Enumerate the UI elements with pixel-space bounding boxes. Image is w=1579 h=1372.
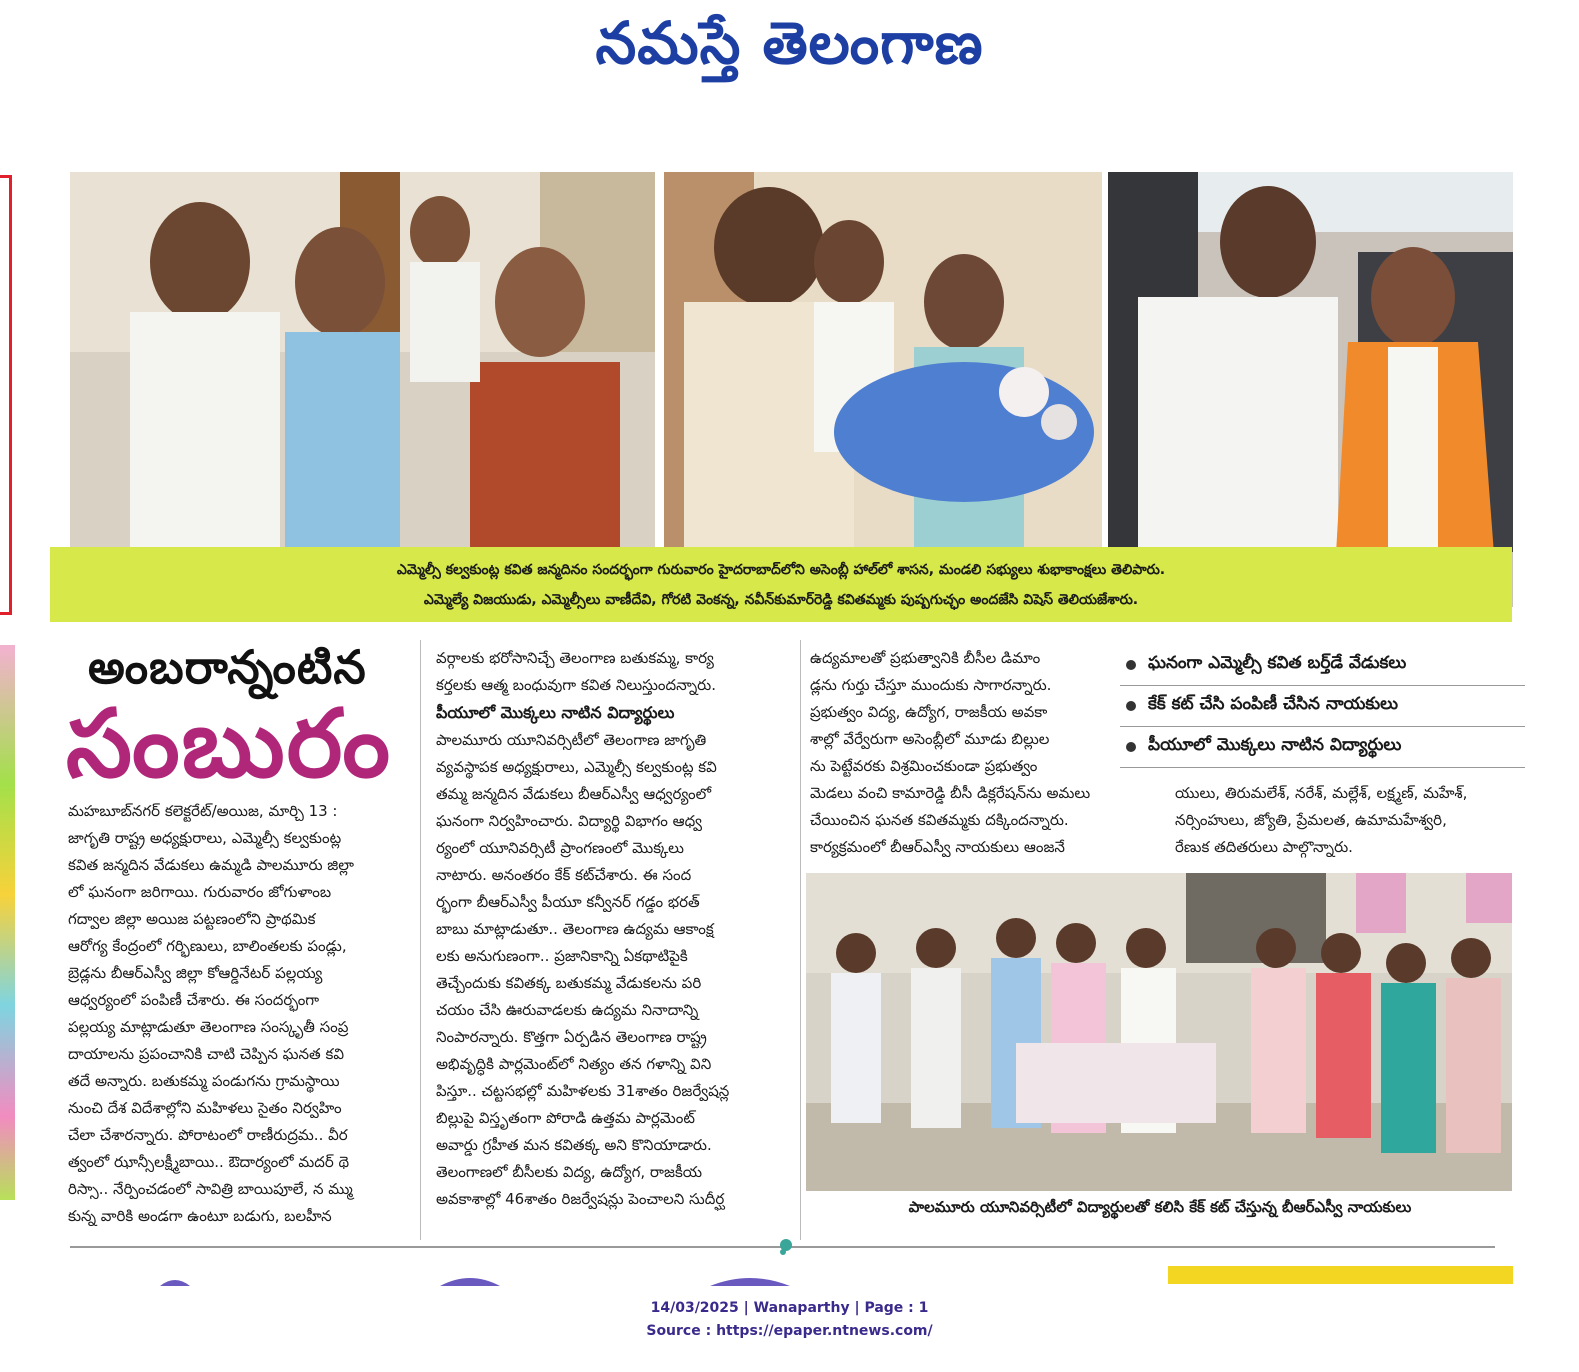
article-line: చయం చేసి ఊరువాడలకు ఉద్యమ నినాదాన్ని — [436, 1001, 699, 1019]
article-line: చేలా చేశారన్నారు. పోరాటంలో రాణీరుద్రమ.. వీర — [68, 1126, 348, 1144]
footer-source-line: Source : https://epaper.ntnews.com/ — [646, 1323, 933, 1339]
article-line: దాయాలను ప్రపంచానికి చాటి చెప్పిన ఘనత కవి — [68, 1045, 344, 1063]
article-line: గద్వాల జిల్లా అయిజ పట్టణంలోని ప్రాథమిక — [68, 910, 316, 928]
article-line: డ్లను గుర్తు చేస్తూ ముందుకు సాగారన్నారు. — [810, 676, 1052, 694]
highlight-bullets — [1120, 645, 1525, 768]
photo-bouquet-greeting — [664, 172, 1102, 547]
highlight-bullet — [1120, 686, 1525, 727]
article-line: ను పెట్టేవరకు విశ్రమించకుండా ప్రభుత్వం — [810, 757, 1038, 775]
article-line: తమ్మ జన్మదిన వేడుకలు బీఆర్‌ఎస్వీ ఆధ్వర్యంలో — [436, 785, 712, 803]
column-divider — [420, 640, 421, 1240]
article-column-4 — [1175, 780, 1515, 861]
article-line: ర్భంగా బీఆర్‌ఎస్వీ పీయూ కన్వీనర్ గడ్డం భరత్ — [436, 893, 700, 911]
article-line: ర్యంలో యూనివర్సిటీ ప్రాంగణంలో మొక్కలు — [436, 839, 684, 857]
column-divider — [800, 640, 801, 1240]
masthead-title: నమస్తే తెలంగాణ — [595, 9, 984, 77]
article-line: రిస్సా.. నేర్పించడంలో సావిత్రి బాయిపూలే, న మ్ము — [68, 1180, 353, 1198]
article-line: త్వంలో ఝాన్సీలక్ష్మీబాయి.. ఔదార్యంలో మదర్ థె — [68, 1153, 350, 1171]
article-line: నుంచి దేశ విదేశాల్లోని మహిళలు సైతం నిర్వహిం — [68, 1099, 342, 1117]
bullet-dot-icon — [1126, 742, 1136, 752]
caption-line-1: ఎమ్మెల్సీ కల్వకుంట్ల కవిత జన్మదినం సందర్భంగా గురువారం హైదరాబాద్‌లోని అసెంబ్లీ హాల్‌లో శాసన, మండలి సభ్యులు శుభాకాంక్షలు తెలిపారు. — [396, 562, 1166, 578]
article-line: ఆరోగ్య కేంద్రంలో గర్భిణులు, బాలింతలకు పండ్లు, — [68, 937, 347, 955]
article-line: పిస్తూ.. చట్టసభల్లో మహిళలకు 31శాతం రిజర్వేషన్ల — [436, 1082, 730, 1100]
headline-line-1: అంబరాన్నంటిన — [88, 640, 367, 694]
article-line: అవార్డు గ్రహీత మన కవితక్క అని కొనియాడారు. — [436, 1136, 712, 1154]
article-line: ఘనంగా నిర్వహించారు. విద్యార్థి విభాగం ఆధ్వ — [436, 812, 702, 830]
bullet-dot-icon — [1126, 701, 1136, 711]
article-line: మహబూబ్‌నగర్ కలెక్టరేట్/అయిజ, మార్చి 13 : — [68, 802, 338, 820]
article-line: తెచ్చేందుకు కవితక్క బతుకమ్మ వేడుకలను పరి — [436, 974, 702, 992]
photo-group-greeting — [70, 172, 655, 547]
photo-shawl-greeting — [1108, 172, 1513, 607]
article-line: పాలమూరు యూనివర్సిటీలో తెలంగాణ జాగృతి — [436, 731, 707, 749]
decorative-strip — [140, 1270, 820, 1286]
article-line: శాల్లో వేర్వేరుగా అసెంబ్లీలో మూడు బిల్లుల — [810, 730, 1050, 748]
article-line: అభివృద్ధికి పార్లమెంట్‌లో నిత్యం తన గళాన్ని విని — [436, 1055, 712, 1073]
article-line: వర్గాలకు భరోసానిచ్చే తెలంగాణ బతుకమ్మ, కార్య — [436, 649, 714, 667]
article-line: బిల్లుపై విస్తృతంగా పోరాడి ఉత్తమ పార్లమెంట్ — [436, 1109, 695, 1127]
bullet-dot-icon — [1126, 660, 1136, 670]
article-line: రేణుక తదితరులు పాల్గొన్నారు. — [1175, 838, 1353, 856]
headline-line-2: సంబురం — [66, 690, 393, 799]
highlight-bullet — [1120, 645, 1525, 686]
article-line: ఆధ్వర్యంలో పంపిణీ చేశారు. ఈ సందర్భంగా — [68, 991, 320, 1009]
article-line: జాగృతి రాష్ట్ర అధ్యక్షురాలు, ఎమ్మెల్సీ కల్వకుంట్ల — [68, 829, 342, 847]
article-line: తెలంగాణలో బీసీలకు విద్య, ఉద్యోగ, రాజకీయ — [436, 1163, 703, 1181]
photo-cake-cutting — [806, 873, 1512, 1191]
article-line: కార్యక్రమంలో బీఆర్‌ఎస్వీ నాయకులు ఆంజనే — [810, 838, 1065, 856]
article-line: లకు అనుగుణంగా.. ప్రజానికాన్ని ఏకథాటిపైకి — [436, 947, 688, 965]
left-border-fragment — [0, 175, 12, 615]
article-column-1 — [68, 798, 408, 1230]
photo-caption-band — [50, 547, 1512, 622]
yellow-accent-bar — [1168, 1266, 1513, 1284]
article-line: బ్రెడ్లను బీఆర్‌ఎస్వీ జిల్లా కోఆర్డినేటర్ పల్లయ్య — [68, 964, 323, 982]
article-column-2 — [436, 645, 791, 1213]
bullet-text: పీయూలో మొక్కలు నాటిన విద్యార్థులు — [1148, 735, 1402, 755]
article-line: కర్తలకు ఆత్మ బంధువుగా కవిత నిలుస్తుందన్నారు. — [436, 676, 717, 694]
article-line: నింపారన్నారు. కొత్తగా ఏర్పడిన తెలంగాణ రాష్ట్ర — [436, 1028, 707, 1046]
highlight-bullet — [1120, 727, 1525, 768]
article-line: ప్రభుత్వం విద్య, ఉద్యోగ, రాజకీయ అవకా — [810, 703, 1048, 721]
article-column-3 — [810, 645, 1150, 861]
bullet-text: ఘనంగా ఎమ్మెల్సీ కవిత బర్త్‌డే వేడుకలు — [1148, 653, 1407, 673]
article-line: వ్యవస్థాపక అధ్యక్షురాలు, ఎమ్మెల్సీ కల్వకుంట్ల కవి — [436, 758, 717, 776]
article-line: నాటారు. అనంతరం కేక్ కట్‌చేశారు. ఈ సంద — [436, 866, 692, 884]
bullet-text: కేక్ కట్ చేసి పంపిణీ చేసిన నాయకులు — [1148, 694, 1399, 714]
article-line: బాబు మాట్లాడుతూ.. తెలంగాణ ఉద్యమ ఆకాంక్ష — [436, 920, 714, 938]
caption-line-2: ఎమ్మెల్యే విజయుడు, ఎమ్మెల్సీలు వాణీదేవి, గోరటి వెంకన్న, నవీన్‌కుమార్‌రెడ్డి కవితమ్మకు పుష్పగుచ్ఛం అందజేసి విషెస్ తెలియజేశారు. — [423, 592, 1139, 608]
article-line: కున్న వారికి అండగా ఉంటూ బడుగు, బలహీన — [68, 1207, 332, 1225]
left-image-fragment — [0, 645, 15, 1200]
subheading: పీయూలో మొక్కలు నాటిన విద్యార్థులు — [436, 703, 675, 722]
article-line: లో ఘనంగా జరిగాయి. గురువారం జోగుళాంబ — [68, 883, 332, 901]
article-line: నర్సింహులు, జ్యోతి, ప్రేమలత, ఉమామహేశ్వరి, — [1175, 811, 1447, 829]
article-line: అవకాశాల్లో 46శాతం రిజర్వేషన్లు పెంచాలని సుదీర్ఘ — [436, 1190, 725, 1208]
article-line: ఉద్యమాలతో ప్రభుత్వానికి బీసీల డిమాం — [810, 649, 1041, 667]
article-line: మెడలు వంచి కామారెడ్డి బీసీ డిక్లరేషన్‌ను అమలు — [810, 784, 1091, 802]
decorative-swirl-icon — [775, 1236, 797, 1258]
cake-photo-caption: పాలమూరు యూనివర్సిటీలో విద్యార్థులతో కలిసి కేక్ కట్ చేస్తున్న బీఆర్‌ఎస్వీ నాయకులు — [908, 1198, 1412, 1216]
article-line: చేయించిన ఘనత కవితమ్మకు దక్కిందన్నారు. — [810, 811, 1069, 829]
article-line: యులు, తిరుమలేశ్, నరేశ్, మల్లేశ్, లక్ష్మణ్, మహేశ్, — [1175, 784, 1468, 802]
article-line: కవిత జన్మదిన వేడుకలు ఉమ్మడి పాలమూరు జిల్లా — [68, 856, 354, 874]
footer-date-line: 14/03/2025 | Wanaparthy | Page : 1 — [650, 1300, 929, 1316]
article-line: తదే అన్నారు. బతుకమ్మ పండుగను గ్రామస్థాయి — [68, 1072, 340, 1090]
article-line: పల్లయ్య మాట్లాడుతూ తెలంగాణ సంస్కృతీ సంప్ర — [68, 1018, 349, 1036]
